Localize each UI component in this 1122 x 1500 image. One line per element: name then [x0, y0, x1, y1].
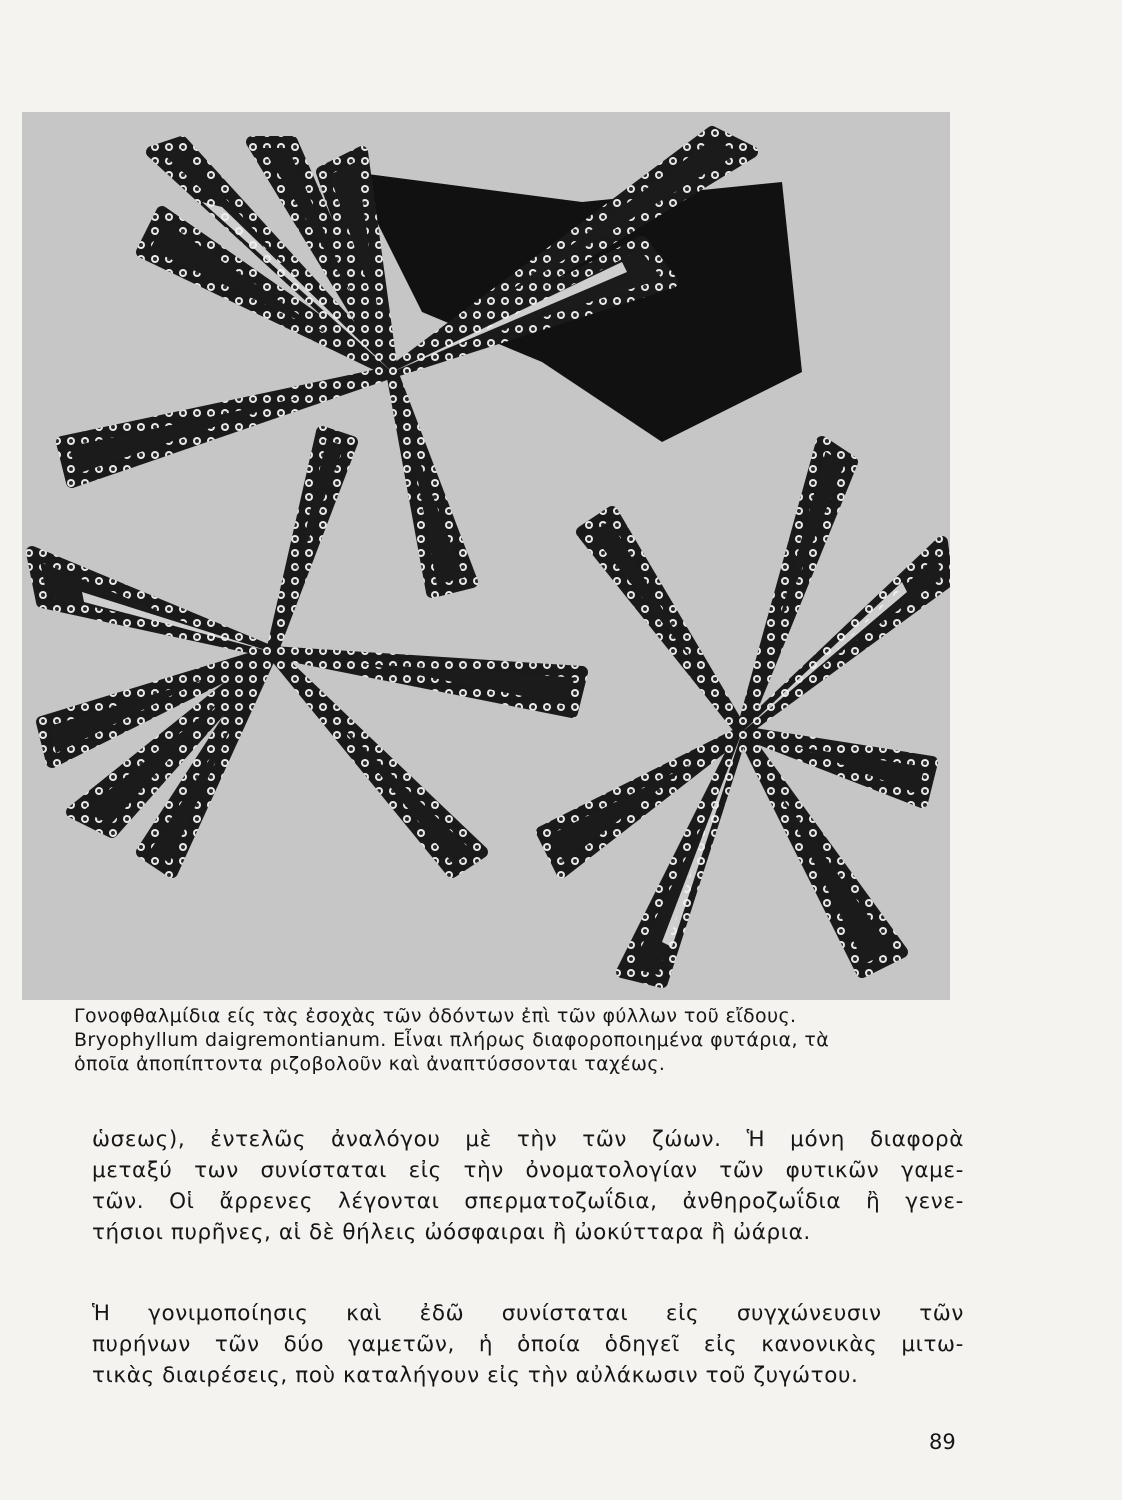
text-line: πυρήνων τῶν δύο γαμετῶν, ἡ ὁποία ὁδηγεῖ εἰς κανονικὰς μιτω-	[92, 1332, 964, 1357]
plant-illustration	[22, 112, 950, 1000]
paragraph-2	[92, 1298, 964, 1391]
caption-line: Γονοφθαλμίδια είς τὰς ἐσοχὰς τῶν ὀδόντων ἐπὶ τῶν φύλλων τοῦ εἴδους.	[74, 1005, 797, 1027]
text-line: Ἡ γονιμοποίησις καὶ ἐδῶ συνίσταται εἰς συγχώνευσιν τῶν	[92, 1301, 964, 1326]
text-line: μεταξύ των συνίσταται εἰς τὴν ὀνοματολογίαν τῶν φυτικῶν γαμε-	[92, 1158, 964, 1183]
caption-line: Bryophyllum daigremontianum. Εἶναι πλήρως διαφοροποιημένα φυτάρια, τὰ	[74, 1029, 830, 1051]
paragraph-1	[92, 1124, 964, 1248]
text-line: ὡσεως), ἐντελῶς ἀναλόγου μὲ τὴν τῶν ζώων. Ἡ μόνη διαφορὰ	[92, 1127, 964, 1152]
figure-photo-bryophyllum	[22, 112, 950, 1000]
caption-line: ὁποῖα ἀποπίπτοντα ριζοβολοῦν καὶ ἀναπτύσσονται ταχέως.	[74, 1053, 666, 1075]
page-number: 89	[929, 1430, 956, 1454]
text-line: τήσιοι πυρῆνες, αἱ δὲ θήλεις ὠόσφαιραι ἢ ὠοκύτταρα ἢ ὠάρια.	[92, 1220, 811, 1245]
text-line: τικὰς διαιρέσεις, ποὺ καταλήγουν εἰς τὴν αὐλάκωσιν τοῦ ζυγώτου.	[92, 1363, 859, 1388]
figure-caption	[74, 1004, 958, 1076]
text-line: τῶν. Οἱ ἄρρενες λέγονται σπερματοζωΐδια, ἀνθηροζωΐδια ἢ γενε-	[92, 1189, 964, 1214]
